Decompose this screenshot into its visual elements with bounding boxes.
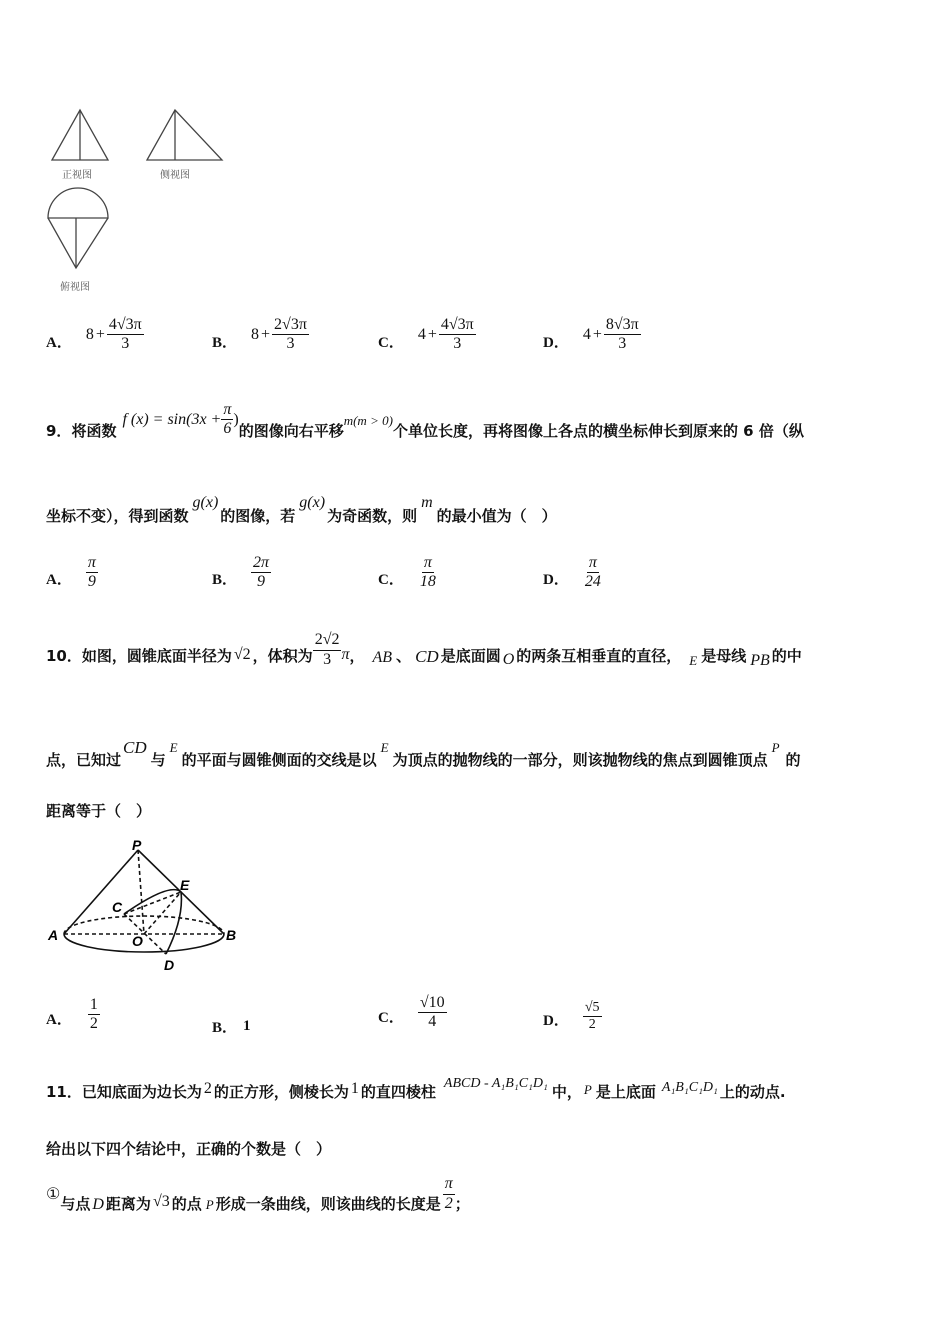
- q11-side-length: 2: [203, 1080, 212, 1097]
- base-front-arc: [64, 934, 224, 952]
- q9-m: m: [421, 494, 433, 511]
- q11-text: 形成一条曲线，则该曲线的长度是: [215, 1194, 441, 1213]
- plus-sign: +: [592, 325, 602, 343]
- q11-line-2: 给出以下四个结论中，正确的个数是（ ）: [46, 1140, 332, 1158]
- segment-po: [138, 850, 144, 934]
- q10-ab: AB: [372, 649, 393, 666]
- question-number: 10．: [46, 646, 82, 665]
- option-fraction: [251, 554, 271, 592]
- q10-text: 点，已知过: [46, 751, 122, 769]
- option-fraction: [107, 316, 144, 354]
- q9-shift: m(m > 0): [343, 412, 393, 428]
- frac-num: 8√3π: [604, 316, 641, 335]
- frac-den: 6: [223, 420, 232, 437]
- option-label: A．: [46, 572, 72, 589]
- plus-sign: +: [427, 325, 437, 343]
- option-label: C．: [378, 572, 404, 589]
- question-number: 11．: [46, 1083, 82, 1101]
- point-label-b: B: [226, 927, 237, 943]
- frac-den: 3: [618, 335, 627, 353]
- q10-volume-fraction: [313, 631, 342, 669]
- q10-text: 是底面圆: [440, 646, 501, 665]
- q11-text: 的直四棱柱: [360, 1083, 436, 1101]
- cone-side-pa: [64, 850, 138, 934]
- frac-den: 2: [588, 1017, 596, 1033]
- frac-den: 3: [323, 650, 332, 668]
- q10-e: E: [689, 653, 698, 668]
- q10-e: E: [380, 740, 389, 755]
- option-whole: 8: [251, 325, 260, 343]
- cone-figure: [44, 838, 244, 974]
- q10-text: ，体积为: [252, 646, 313, 665]
- q11-line-1: [46, 1076, 926, 1102]
- q10-text: ，: [349, 646, 365, 665]
- frac-num: π: [221, 401, 233, 420]
- plus-sign: +: [261, 325, 271, 343]
- q10-text: 的中: [771, 646, 802, 665]
- q10-text: 的两条互相垂直的直径，: [516, 646, 682, 665]
- q9-gx: g(x): [299, 494, 326, 511]
- q9-text: 的图像，若: [220, 507, 296, 525]
- q10-option-c[interactable]: [378, 994, 447, 1032]
- option-whole: 4: [417, 325, 426, 343]
- option-label: D．: [543, 572, 569, 589]
- option-label: B．: [212, 572, 238, 589]
- q10-cd: CD: [123, 738, 147, 757]
- frac-num: √10: [418, 994, 447, 1013]
- frac-num: 2π: [251, 554, 271, 573]
- frac-den: 3: [121, 335, 130, 353]
- point-label-a: A: [48, 927, 59, 943]
- option-fraction: [86, 554, 98, 592]
- point-label-e: E: [180, 877, 190, 893]
- option-fraction: [604, 316, 641, 354]
- point-label-p: P: [132, 838, 142, 853]
- q9-option-b[interactable]: [212, 554, 271, 592]
- q11-text: 上的动点.: [719, 1083, 786, 1101]
- option-whole: 4: [582, 325, 591, 343]
- frac-num: π: [443, 1175, 455, 1194]
- side-view-label: 侧视图: [160, 170, 190, 181]
- top-view-shape: [48, 188, 108, 268]
- q10-option-b[interactable]: [212, 1016, 251, 1037]
- q10-text: 与: [150, 751, 166, 769]
- option-value: 1: [243, 1018, 251, 1034]
- q11-statement-1: [46, 1174, 470, 1214]
- three-view-figure: [40, 100, 240, 300]
- option-label: D．: [543, 335, 569, 352]
- plus-sign: +: [95, 325, 105, 343]
- option-fraction: [88, 996, 100, 1034]
- q9-text: 的图像向右平移: [238, 422, 344, 440]
- option-label: C．: [378, 1010, 404, 1027]
- q9-line-2: [46, 494, 557, 526]
- q10-o: O: [502, 651, 515, 668]
- frac-num: π: [587, 554, 599, 573]
- q11-text: ；: [454, 1194, 470, 1213]
- option-label: B．: [212, 335, 238, 352]
- option-fraction: [418, 554, 438, 592]
- point-label-d: D: [164, 957, 175, 973]
- q10-text: 是母线: [701, 646, 747, 665]
- frac-num: 4√3π: [107, 316, 144, 335]
- option-fraction: [272, 316, 309, 354]
- q8-option-b[interactable]: [212, 316, 309, 354]
- q11-text: 距离为: [105, 1194, 151, 1213]
- option-label: A．: [46, 1012, 72, 1029]
- q10-p: P: [771, 740, 780, 755]
- frac-num: π: [86, 554, 98, 573]
- q11-edge-length: 1: [350, 1080, 359, 1097]
- q10-text: 如图，圆锥底面半径为: [81, 646, 232, 665]
- q9-function-fraction: [221, 401, 233, 439]
- q8-option-d[interactable]: [543, 316, 641, 354]
- option-fraction: [439, 316, 476, 354]
- frac-den: 4: [428, 1013, 437, 1031]
- q11-text: 与点: [60, 1194, 91, 1213]
- q10-e: E: [169, 740, 178, 755]
- q8-option-a[interactable]: [46, 316, 144, 354]
- question-number: 9．: [46, 422, 72, 440]
- option-whole: 8: [85, 325, 94, 343]
- frac-num: √5: [583, 1000, 602, 1017]
- q9-option-c[interactable]: [378, 554, 438, 592]
- q10-text: 的: [785, 751, 801, 769]
- q10-text: 的平面与圆锥侧面的交线是以: [181, 751, 377, 769]
- frac-den: 24: [584, 573, 601, 591]
- q9-text: 坐标不变），得到函数: [46, 507, 189, 525]
- frac-num: 2√2: [313, 631, 342, 650]
- q11-text: 的正方形，侧棱长为: [213, 1083, 349, 1101]
- q11-length-fraction: [443, 1175, 455, 1213]
- frac-den: 3: [453, 335, 462, 353]
- q10-volume-pi: π: [341, 646, 350, 663]
- q11-sqrt3: √3: [152, 1193, 170, 1210]
- q9-text: 的最小值为（ ）: [436, 507, 557, 525]
- frac-den: 9: [87, 573, 96, 591]
- front-view-triangle: [52, 110, 108, 160]
- option-fraction: [418, 994, 447, 1032]
- q11-text: 的点: [171, 1194, 202, 1213]
- frac-den: 18: [419, 573, 436, 591]
- frac-num: 4√3π: [439, 316, 476, 335]
- point-label-c: C: [112, 899, 123, 915]
- q9-text: 将函数: [71, 422, 117, 440]
- statement-mark: ①: [46, 1186, 61, 1203]
- option-label: D．: [543, 1013, 569, 1030]
- q11-text: 已知底面为边长为: [81, 1083, 202, 1101]
- q10-text: 、: [396, 646, 412, 665]
- q9-line-1: [46, 398, 916, 441]
- frac-num: π: [422, 554, 434, 573]
- top-view-label: 俯视图: [60, 282, 90, 293]
- q9-function: f (x) = sin(3x +: [122, 410, 222, 428]
- q11-d: D: [92, 1196, 104, 1213]
- q9-function-close: ): [233, 410, 239, 428]
- q11-top-face: A₁B₁C₁D₁: [661, 1080, 718, 1095]
- point-label-o: O: [132, 933, 143, 949]
- option-label: C．: [378, 335, 404, 352]
- option-fraction: [583, 554, 603, 592]
- q10-radius: √2: [233, 646, 251, 663]
- q10-option-a[interactable]: [46, 996, 100, 1034]
- frac-num: 1: [88, 996, 100, 1015]
- frac-num: 2√3π: [272, 316, 309, 335]
- q10-line-2: [46, 738, 916, 770]
- q9-text: 为奇函数，则: [327, 507, 418, 525]
- q11-text: 是上底面: [595, 1083, 656, 1101]
- q9-option-d[interactable]: [543, 554, 603, 592]
- q11-p: P: [205, 1197, 214, 1212]
- q11-p: P: [583, 1082, 592, 1097]
- frac-den: 2: [89, 1015, 98, 1033]
- q10-text: 为顶点的抛物线的一部分，则该抛物线的焦点到圆锥顶点: [392, 751, 768, 769]
- q11-prism-name: ABCD - A₁B₁C₁D₁: [443, 1076, 548, 1091]
- frac-den: 2: [444, 1194, 453, 1212]
- option-fraction: [583, 1000, 602, 1033]
- q10-line-1: [46, 631, 916, 670]
- q10-cd: CD: [415, 647, 439, 666]
- option-label: B．: [212, 1020, 238, 1036]
- segment-ce: [124, 892, 181, 914]
- front-view-label: 正视图: [62, 170, 92, 181]
- frac-den: 3: [286, 335, 295, 353]
- q10-option-d[interactable]: [543, 1000, 602, 1033]
- q11-text: 中，: [551, 1083, 582, 1101]
- q10-pb: PB: [750, 652, 770, 669]
- side-view-triangle: [147, 110, 222, 160]
- frac-den: 9: [257, 573, 266, 591]
- base-back-arc: [64, 916, 224, 934]
- q10-line-3: 距离等于（ ）: [46, 802, 152, 820]
- q8-option-c[interactable]: [378, 316, 476, 354]
- option-label: A．: [46, 335, 72, 352]
- q9-text: 个单位长度，再将图像上各点的横坐标伸长到原来的 6 倍（纵: [392, 422, 804, 440]
- q9-option-a[interactable]: [46, 554, 98, 592]
- q9-gx: g(x): [192, 494, 219, 511]
